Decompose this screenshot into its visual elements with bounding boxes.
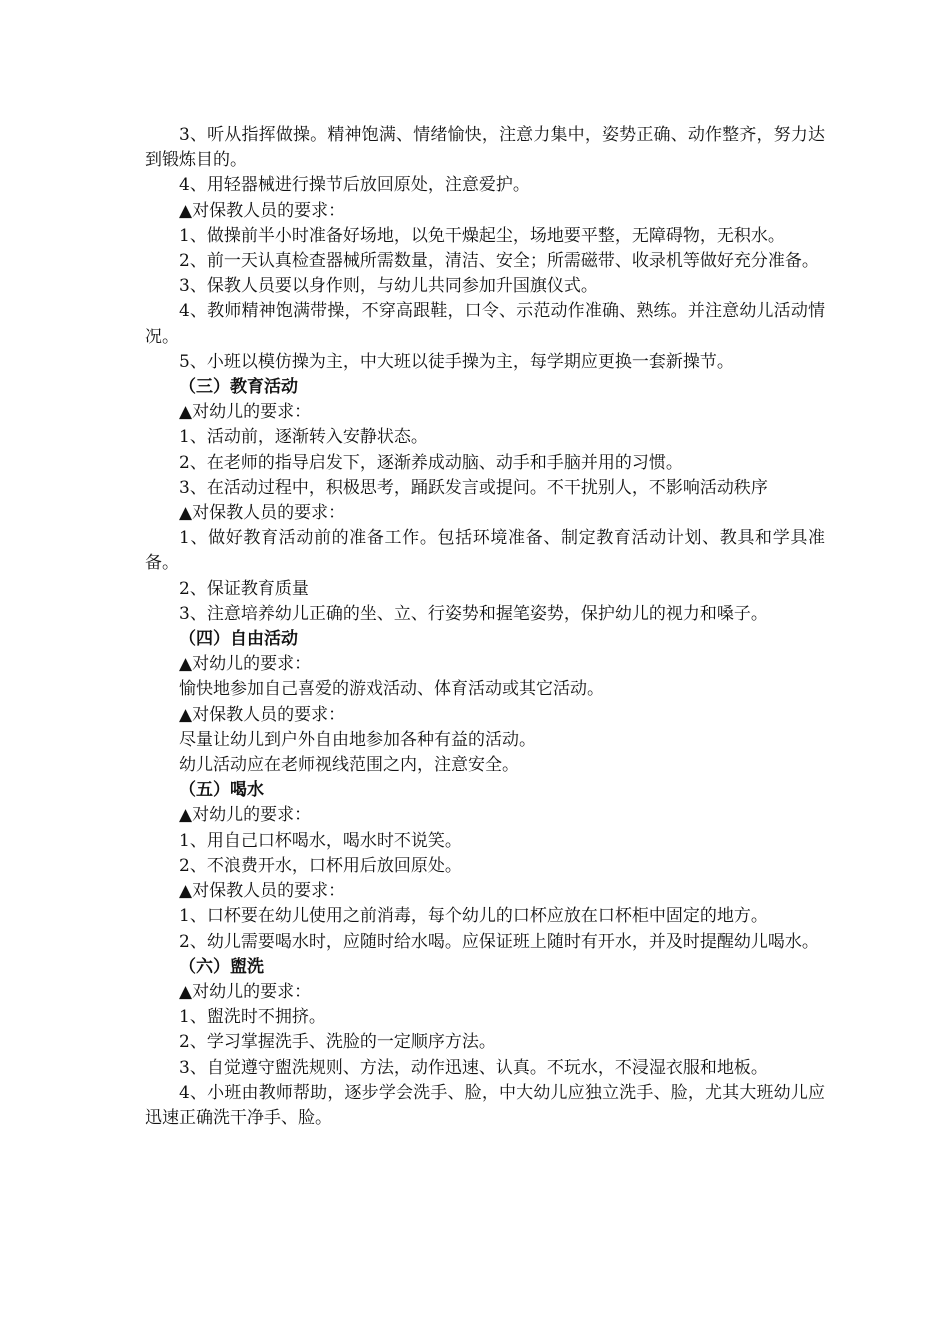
child-requirements-label: ▲对幼儿的要求：: [179, 654, 312, 675]
section-heading: （四）自由活动: [179, 629, 298, 650]
section-heading: （五）喝水: [179, 780, 264, 801]
paragraph: 1、做好教育活动前的准备工作。包括环境准备、制定教育活动计划、教具和学具准备。: [145, 528, 825, 574]
document-body: [145, 123, 825, 1131]
staff-requirements-label: ▲对保教人员的要求：: [179, 704, 346, 725]
staff-requirements-label: ▲对保教人员的要求：: [179, 503, 346, 524]
paragraph: 5、小班以模仿操为主，中大班以徒手操为主，每学期应更换一套新操节。: [179, 351, 734, 372]
paragraph: 1、做操前半小时准备好场地，以免干燥起尘，场地要平整，无障碍物，无积水。: [179, 225, 785, 246]
paragraph: 2、在老师的指导启发下，逐渐养成动脑、动手和手脑并用的习惯。: [179, 452, 683, 473]
paragraph: 1、用自己口杯喝水，喝水时不说笑。: [179, 830, 462, 851]
paragraph: 1、活动前，逐渐转入安静状态。: [179, 427, 428, 448]
paragraph: 1、口杯要在幼儿使用之前消毒，每个幼儿的口杯应放在口杯柜中固定的地方。: [179, 906, 768, 927]
paragraph: 尽量让幼儿到户外自由地参加各种有益的活动。: [179, 729, 536, 750]
paragraph: 4、小班由教师帮助，逐步学会洗手、脸，中大幼儿应独立洗手、脸，尤其大班幼儿应迅速正确洗干净手、脸。: [145, 1082, 825, 1128]
child-requirements-label: ▲对幼儿的要求：: [179, 805, 312, 826]
section-heading: （三）教育活动: [179, 377, 298, 398]
paragraph: 2、学习掌握洗手、洗脸的一定顺序方法。: [179, 1032, 496, 1053]
paragraph: 3、听从指挥做操。精神饱满、情绪愉快，注意力集中，姿势正确、动作整齐，努力达到锻炼目的。: [145, 125, 825, 171]
staff-requirements-label: ▲对保教人员的要求：: [179, 881, 346, 902]
paragraph: 3、自觉遵守盥洗规则、方法，动作迅速、认真。不玩水，不浸湿衣服和地板。: [179, 1057, 768, 1078]
section-heading: （六）盥洗: [179, 956, 264, 977]
paragraph: 3、保教人员要以身作则，与幼儿共同参加升国旗仪式。: [179, 276, 598, 297]
paragraph: 2、不浪费开水，口杯用后放回原处。: [179, 855, 462, 876]
paragraph: 4、教师精神饱满带操，不穿高跟鞋，口令、示范动作准确、熟练。并注意幼儿活动情况。: [145, 301, 825, 347]
child-requirements-label: ▲对幼儿的要求：: [179, 981, 312, 1002]
paragraph: 1、盥洗时不拥挤。: [179, 1007, 326, 1028]
paragraph: 2、前一天认真检查器械所需数量，清洁、安全；所需磁带、收录机等做好充分准备。: [179, 251, 819, 272]
paragraph: 2、保证教育质量: [179, 578, 309, 599]
paragraph: 4、用轻器械进行操节后放回原处，注意爱护。: [179, 175, 530, 196]
paragraph: 3、在活动过程中，积极思考，踊跃发言或提问。不干扰别人，不影响活动秩序: [179, 477, 768, 498]
staff-requirements-label: ▲对保教人员的要求：: [179, 200, 346, 221]
paragraph: 3、注意培养幼儿正确的坐、立、行姿势和握笔姿势，保护幼儿的视力和嗓子。: [179, 603, 768, 624]
child-requirements-label: ▲对幼儿的要求：: [179, 402, 312, 423]
paragraph: 幼儿活动应在老师视线范围之内，注意安全。: [179, 755, 519, 776]
paragraph: 2、幼儿需要喝水时，应随时给水喝。应保证班上随时有开水，并及时提醒幼儿喝水。: [179, 931, 819, 952]
paragraph: 愉快地参加自己喜爱的游戏活动、体育活动或其它活动。: [179, 679, 604, 700]
